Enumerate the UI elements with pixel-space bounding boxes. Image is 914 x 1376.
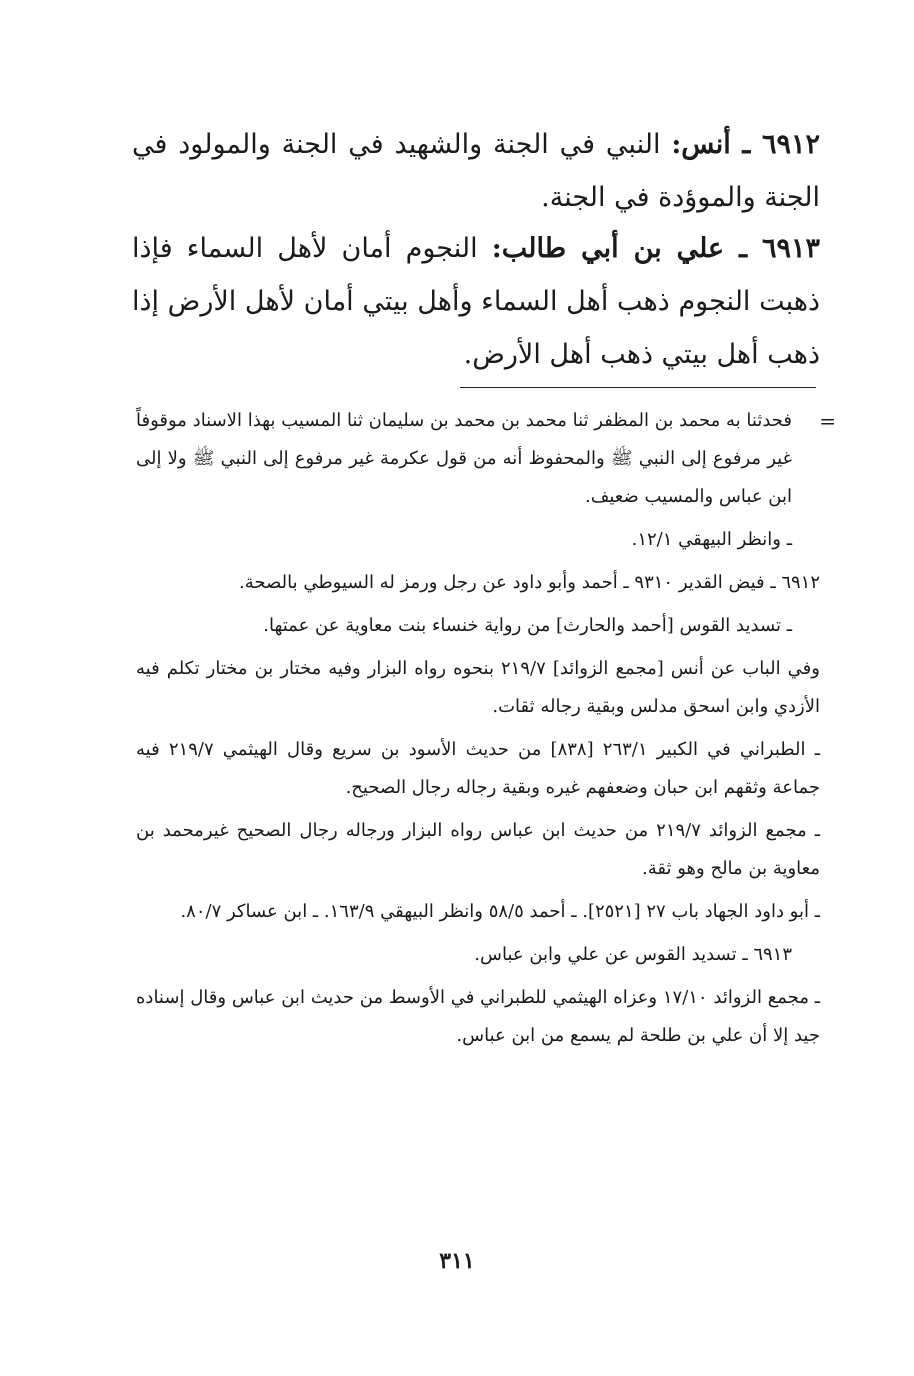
continuation-mark: = — [819, 409, 836, 433]
footnotes-section — [136, 402, 836, 1060]
hadith-number: ٦٩١٣ — [761, 233, 820, 264]
footnote-item: ٦٩١٣ ـ تسديد القوس عن علي وابن عباس. — [474, 944, 792, 965]
hadith-text: النجوم أمان لأهل السماء فإذا ذهبت النجوم ذهب أهل السماء وأهل بيتي أمان لأهل الأرض إذا ذهب أهل بيتي ذهب أهل الأرض. — [132, 233, 820, 370]
page-number: ٣١١ — [439, 1248, 475, 1274]
hadith-dash: ـ — [724, 233, 762, 264]
footnote-item: ـ مجمع الزوائد ٢١٩/٧ من حديث ابن عباس رواه البزار ورجاله رجال الصحيح غيرمحمد بن معاوية بن مالح وهو ثقة. — [136, 820, 820, 879]
footnote-item: ـ أبو داود الجهاد باب ٢٧ [٢٥٢١]. ـ أحمد ٥٨/٥ وانظر البيهقي ١٦٣/٩. ـ ابن عساكر ٨٠/٧. — [180, 901, 820, 922]
footnote-item: ـ وانظر البيهقي ١٢/١. — [631, 529, 792, 550]
hadith-narrator: أنس: — [671, 129, 731, 160]
footnote-item: وفي الباب عن أنس [مجمع الزوائد] ٢١٩/٧ بنحوه رواه البزار وفيه مختار بن مختار تكلم فيه الأزدي وابن اسحق مدلس وبقية رجاله ثقات. — [136, 658, 820, 717]
hadith-text: النبي في الجنة والشهيد في الجنة والمولود في الجنة والموؤدة في الجنة. — [132, 129, 820, 213]
hadith-entry-6913 — [132, 222, 820, 381]
footnote-item: ٦٩١٢ ـ فيض القدير ٩٣١٠ ـ أحمد وأبو داود عن رجل ورمز له السيوطي بالصحة. — [239, 572, 820, 593]
footnote-separator — [460, 387, 816, 388]
footnote-item: ـ الطبراني في الكبير ٢٦٣/١ [٨٣٨] من حديث الأسود بن سريع وقال الهيثمي ٢١٩/٧ فيه جماعة وثقهم ابن حبان وضعفهم غيره وبقية رجاله رجال الصحيح. — [136, 739, 820, 798]
footnote-continued — [136, 402, 836, 516]
hadith-narrator: علي بن أبي طالب: — [491, 233, 725, 264]
hadith-entry-6912 — [132, 118, 820, 224]
hadith-dash: ـ — [730, 129, 762, 160]
footnote-item: ـ تسديد القوس [أحمد والحارث] من رواية خنساء بنت معاوية عن عمتها. — [263, 615, 792, 636]
footnote-item: ـ مجمع الزوائد ١٧/١٠ وعزاه الهيثمي للطبراني في الأوسط من حديث ابن عباس وقال إسناده جيد إلا أن علي بن طلحة لم يسمع من ابن عباس. — [136, 987, 820, 1046]
footnote-text: فحدثنا به محمد بن المظفر ثنا محمد بن محمد بن سليمان ثنا المسيب بهذا الاسناد موقوفاً غير مرفوع إلى النبي ﷺ والمحفوظ أنه من قول عكرمة غير مرفوع إلى النبي ﷺ ولا إلى ابن عباس والمسيب ضعيف. — [136, 410, 792, 507]
hadith-number: ٦٩١٢ — [761, 129, 820, 160]
